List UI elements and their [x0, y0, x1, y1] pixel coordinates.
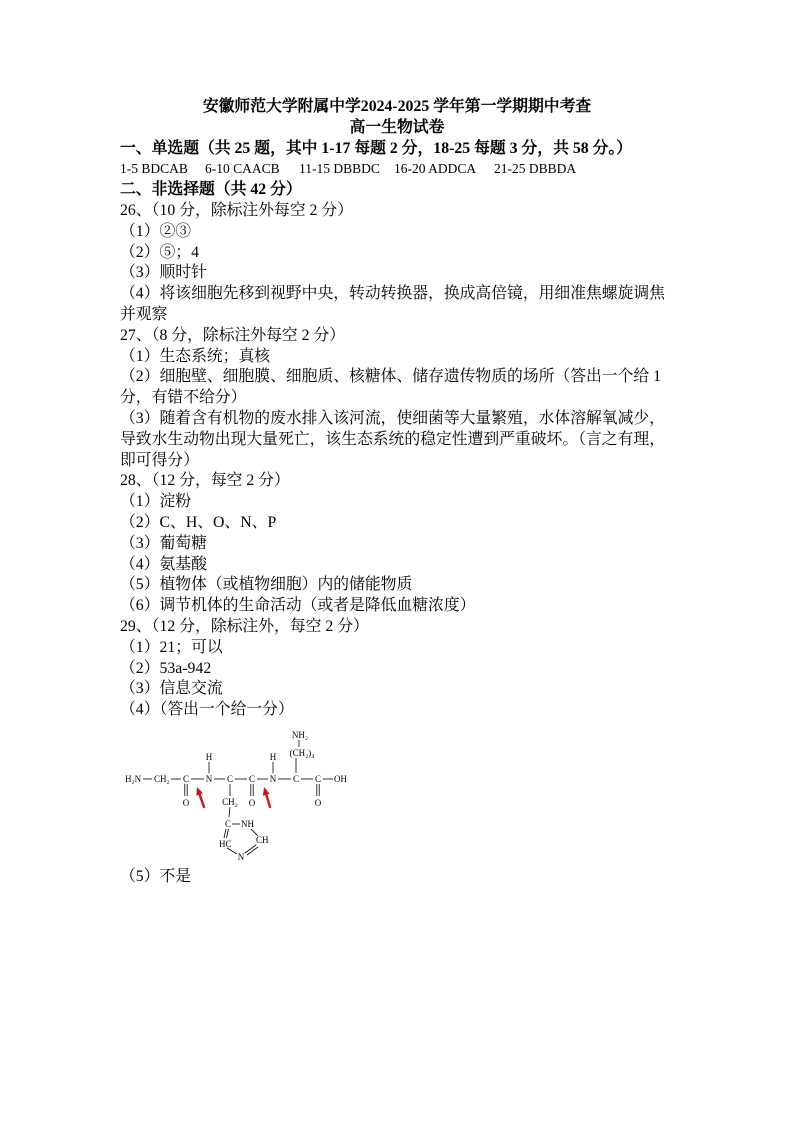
q27-answer-line: 即可得分）	[120, 451, 199, 469]
answer-group-1-5: 1-5 BDCAB	[120, 161, 188, 177]
exam-subtitle: 高一生物试卷	[349, 118, 445, 136]
q27-answer-line: 导致水生动物出现大量死亡，该生态系统的稳定性遭到严重破坏。（言之有理，	[120, 430, 665, 448]
answer-key-content	[0, 97, 794, 888]
peptide-bond-arrow-2	[263, 787, 270, 807]
atom-side-amino: NH₂	[291, 729, 309, 740]
atom-carbonyl-c1: C	[182, 773, 190, 784]
answer-group-6-10: 6-10 CAACB	[205, 161, 280, 177]
atom-carboxyl-o3: O	[314, 797, 322, 808]
ring-double-bond	[247, 847, 258, 855]
q29-answer-line: （2）53a-942	[120, 659, 212, 677]
atom-ring-n: N	[237, 851, 245, 862]
q27-answer-line: （2）细胞壁、细胞膜、细胞质、核糖体、储存遗传物质的场所（答出一个给 1	[120, 368, 662, 386]
tripeptide-structure-figure	[0, 721, 794, 867]
atom-ring-nh: NH	[241, 818, 254, 829]
atom-amide-n1: N	[205, 773, 213, 784]
arrow-shaft	[200, 794, 204, 807]
q28-answer-line: （4）氨基酸	[120, 555, 207, 573]
bond	[229, 807, 230, 817]
section2-heading: 二、非选择题（共 42 分）	[120, 181, 302, 199]
q29-answer-line: （5）不是	[120, 867, 192, 885]
q28-answer-line: （6）调节机体的生命活动（或者是降低血糖浓度）	[120, 597, 476, 615]
q26-answer-line: （4）将该细胞先移到视野中央，转动转换器，换成高倍镜，用细准焦螺旋调焦	[120, 285, 665, 303]
q26-header: 26、（10 分，除标注外每空 2 分）	[120, 201, 354, 219]
atom-carbonyl-o1: O	[182, 797, 190, 808]
tripeptide-structure-svg	[0, 721, 794, 867]
peptide-bond-arrow-1	[196, 787, 204, 807]
q26-answer-line: 并观察	[120, 305, 168, 323]
atom-amide-h1: H	[205, 751, 213, 762]
answer-group-16-20: 16-20 ADDCA	[394, 161, 477, 177]
atom-carboxyl-oh: OH	[334, 773, 347, 784]
atom-ring-c: C	[224, 818, 232, 829]
q27-answer-line: 分，有错不给分）	[120, 389, 247, 407]
section1-heading: 一、单选题（共 25 题，其中 1-17 每题 2 分，18-25 每题 3 分，共 58 分。）	[120, 139, 633, 157]
atom-alpha-c2: C	[226, 773, 234, 784]
atom-ring-ch: CH	[256, 834, 269, 845]
atom-carbonyl-o2: O	[248, 797, 256, 808]
section1-answers	[0, 159, 794, 180]
arrow-head	[196, 787, 203, 796]
answer-group-11-15: 11-15 DBBDC	[299, 161, 380, 177]
arrow-head	[263, 787, 270, 796]
atom-amide-n2: N	[269, 773, 277, 784]
q28-answer-line: （3）葡萄糖	[120, 534, 207, 552]
ring-double-bond	[227, 829, 229, 838]
q28-answer-line: （2）C、H、O、N、P	[120, 513, 277, 531]
atom-alpha-c4: C	[292, 773, 300, 784]
atom-carbonyl-c3: C	[248, 773, 256, 784]
ring-double-bond	[224, 829, 226, 838]
q28-header: 28、（12 分，每空 2 分）	[120, 472, 290, 490]
arrow-shaft	[266, 795, 270, 807]
answer-group-21-25: 21-25 DBBDA	[494, 161, 577, 177]
q29-header: 29、（12 分，除标注外，每空 2 分）	[120, 617, 369, 635]
atom-amide-h2: H	[269, 751, 277, 762]
q26-answer-line: （1）②③	[120, 222, 192, 240]
q26-answer-line: （2）⑤；4	[120, 243, 199, 261]
exam-title: 安徽师范大学附属中学2024-2025 学年第一学期期中考查	[202, 98, 592, 115]
q27-answer-line: （1）生态系统；真核	[120, 347, 271, 365]
q28-answer-line: （1）淀粉	[120, 493, 192, 511]
q27-header: 27、（8 分，除标注外每空 2 分）	[120, 326, 346, 344]
ring-double-bond	[245, 845, 256, 853]
atom-side-ch2: CH₂	[222, 796, 238, 807]
q29-answer-line: （3）信息交流	[120, 680, 223, 698]
atom-side-chain: (CH₂)₄	[289, 747, 315, 758]
q29-answer-line: （1）21；可以	[120, 638, 223, 656]
ring-bond	[227, 848, 237, 854]
q26-answer-line: （3）顺时针	[120, 264, 207, 282]
atom-carboxyl-c5: C	[314, 773, 322, 784]
q29-answer-line: （4）（答出一个给一分）	[120, 701, 294, 719]
q28-answer-line: （5）植物体（或植物细胞）内的储能物质	[120, 576, 413, 594]
atom-amino-left: H₂N	[125, 773, 142, 784]
atom-ring-hc: HC	[219, 838, 232, 849]
atom-methylene: CH₂	[154, 773, 170, 784]
q27-answer-line: （3）随着含有机物的废水排入该河流，使细菌等大量繁殖，水体溶解氧减少，	[120, 409, 665, 427]
